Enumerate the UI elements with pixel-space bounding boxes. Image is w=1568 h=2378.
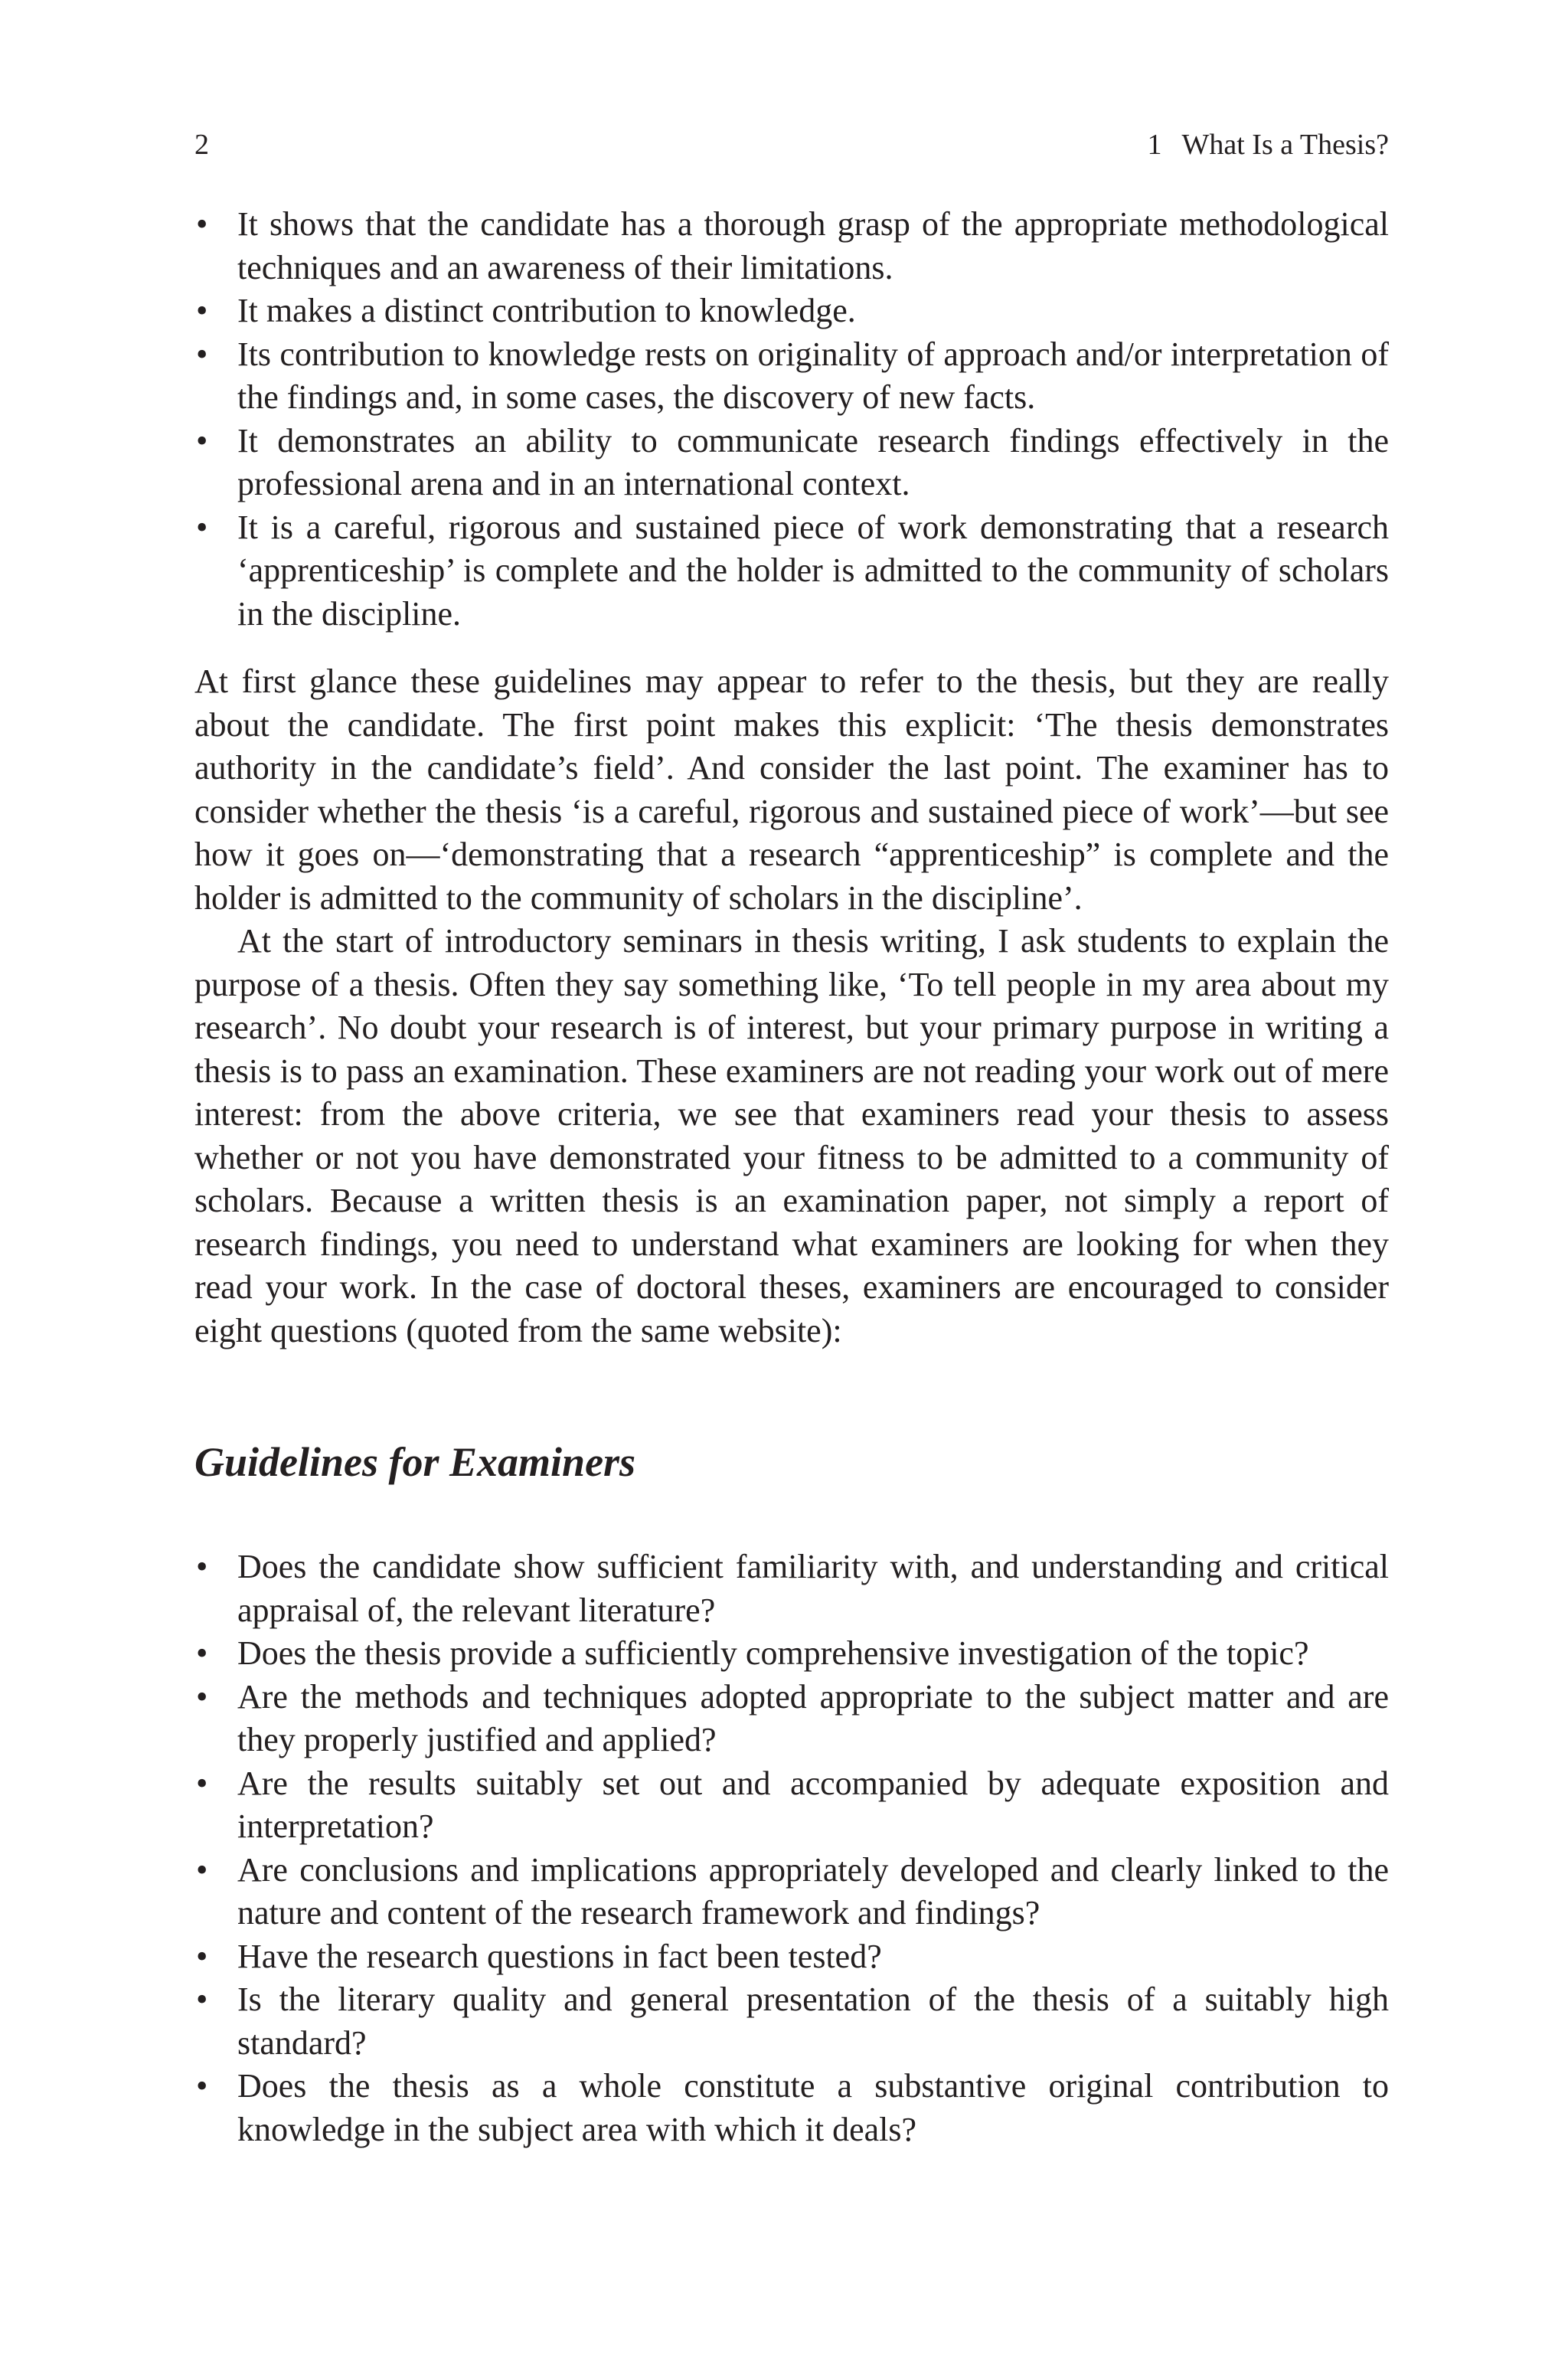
- body-paragraph: At the start of introductory seminars in thesis writing, I ask students to explain the purpose of a thesis. Often they say something like, ‘To tell people in my area about my research’. No doubt your research is of interest, but your primary purpose in writing a thesis is to pass an examination. These examiners are not reading your work out of mere interest: from the above criteria, we see that examiners read your thesis to assess whether or not you have demonstrated your fitness to be admitted to a community of scholars. Because a written thesis is an examination paper, not simply a report of research findings, you need to understand what examiners are looking for when they read your work. In the case of doctoral theses, examiners are encouraged to consider eight questions (quoted from the same website):: [194, 922, 1389, 1349]
- list-item-text: Its contribution to knowledge rests on originality of approach and/or interpretation of the findings and, in some cases, the discovery of new facts.: [237, 335, 1389, 416]
- list-item: [194, 1978, 1389, 2065]
- bullet-icon: •: [196, 421, 208, 460]
- list-item: [194, 420, 1389, 506]
- bullet-icon: •: [196, 1764, 208, 1802]
- page-number: 2: [194, 129, 209, 161]
- list-item: [194, 1632, 1389, 1676]
- bullet-icon: •: [196, 2067, 208, 2105]
- guidelines-list: [194, 1546, 1389, 2151]
- bullet-icon: •: [196, 1548, 208, 1585]
- list-item-text: It is a careful, rigorous and sustained piece of work demonstrating that a research ‘apprenticeship’ is complete and the holder is admitted to the community of scholars in the discipline.: [237, 508, 1389, 633]
- bullet-icon: •: [196, 508, 208, 546]
- list-item-text: It demonstrates an ability to communicate research findings effectively in the professional arena and in an international context.: [237, 421, 1389, 502]
- list-item: [194, 2065, 1389, 2151]
- body-paragraph: At first glance these guidelines may appear to refer to the thesis, but they are really about the candidate. The first point makes this explicit: ‘The thesis demonstrates authority in the candidate’s field’. And consider the last point. The examiner has to consider whether the thesis ‘is a careful, rigorous and sustained piece of work’—but see how it goes on—‘demonstrating that a research “apprenticeship” is complete and the holder is admitted to the community of scholars in the discipline’.: [194, 662, 1389, 917]
- list-item: [194, 1676, 1389, 1762]
- chapter-reference: [1148, 126, 1390, 164]
- list-item: [194, 289, 1389, 333]
- bullet-icon: •: [196, 205, 208, 243]
- list-item: [194, 506, 1389, 636]
- list-item-text: Is the literary quality and general presentation of the thesis of a suitably high standard?: [237, 1981, 1389, 2062]
- list-item: [194, 1849, 1389, 1935]
- list-item: [194, 1762, 1389, 1849]
- chapter-title: What Is a Thesis?: [1181, 129, 1389, 161]
- list-item: [194, 1546, 1389, 1632]
- running-head: [194, 126, 1389, 164]
- bullet-icon: •: [196, 335, 208, 373]
- bullet-icon: •: [196, 292, 208, 329]
- bullet-icon: •: [196, 1677, 208, 1716]
- chapter-number: 1: [1147, 129, 1162, 161]
- list-item-text: Have the research questions in fact been tested?: [237, 1937, 882, 1975]
- section-heading: Guidelines for Examiners: [194, 1439, 636, 1485]
- bullet-icon: •: [196, 1634, 208, 1672]
- list-item-text: It makes a distinct contribution to knowledge.: [237, 292, 856, 329]
- list-item-text: Are the results suitably set out and accompanied by adequate exposition and interpretation?: [237, 1764, 1389, 1845]
- list-item-text: Does the candidate show sufficient familiarity with, and understanding and critical appraisal of, the relevant literature?: [237, 1548, 1389, 1629]
- list-item-text: It shows that the candidate has a thorough grasp of the appropriate methodological techniques and an awareness of their limitations.: [237, 205, 1389, 286]
- guidelines-list-block: [194, 1546, 1389, 2151]
- list-item: [194, 203, 1389, 289]
- body-paragraphs: [194, 660, 1389, 1353]
- bullet-icon: •: [196, 1981, 208, 2018]
- list-item-text: Are the methods and techniques adopted appropriate to the subject matter and are they properly justified and applied?: [237, 1677, 1389, 1758]
- list-item-text: Does the thesis as a whole constitute a substantive original contribution to knowledge in the subject area with which it deals?: [237, 2067, 1389, 2148]
- criteria-list-block: [194, 203, 1389, 636]
- criteria-list: [194, 203, 1389, 636]
- bullet-icon: •: [196, 1850, 208, 1889]
- list-item-text: Are conclusions and implications appropriately developed and clearly linked to the nature and content of the research framework and findings?: [237, 1850, 1389, 1932]
- list-item: [194, 1935, 1389, 1979]
- list-item: [194, 333, 1389, 420]
- bullet-icon: •: [196, 1937, 208, 1975]
- list-item-text: Does the thesis provide a sufficiently comprehensive investigation of the topic?: [237, 1634, 1309, 1672]
